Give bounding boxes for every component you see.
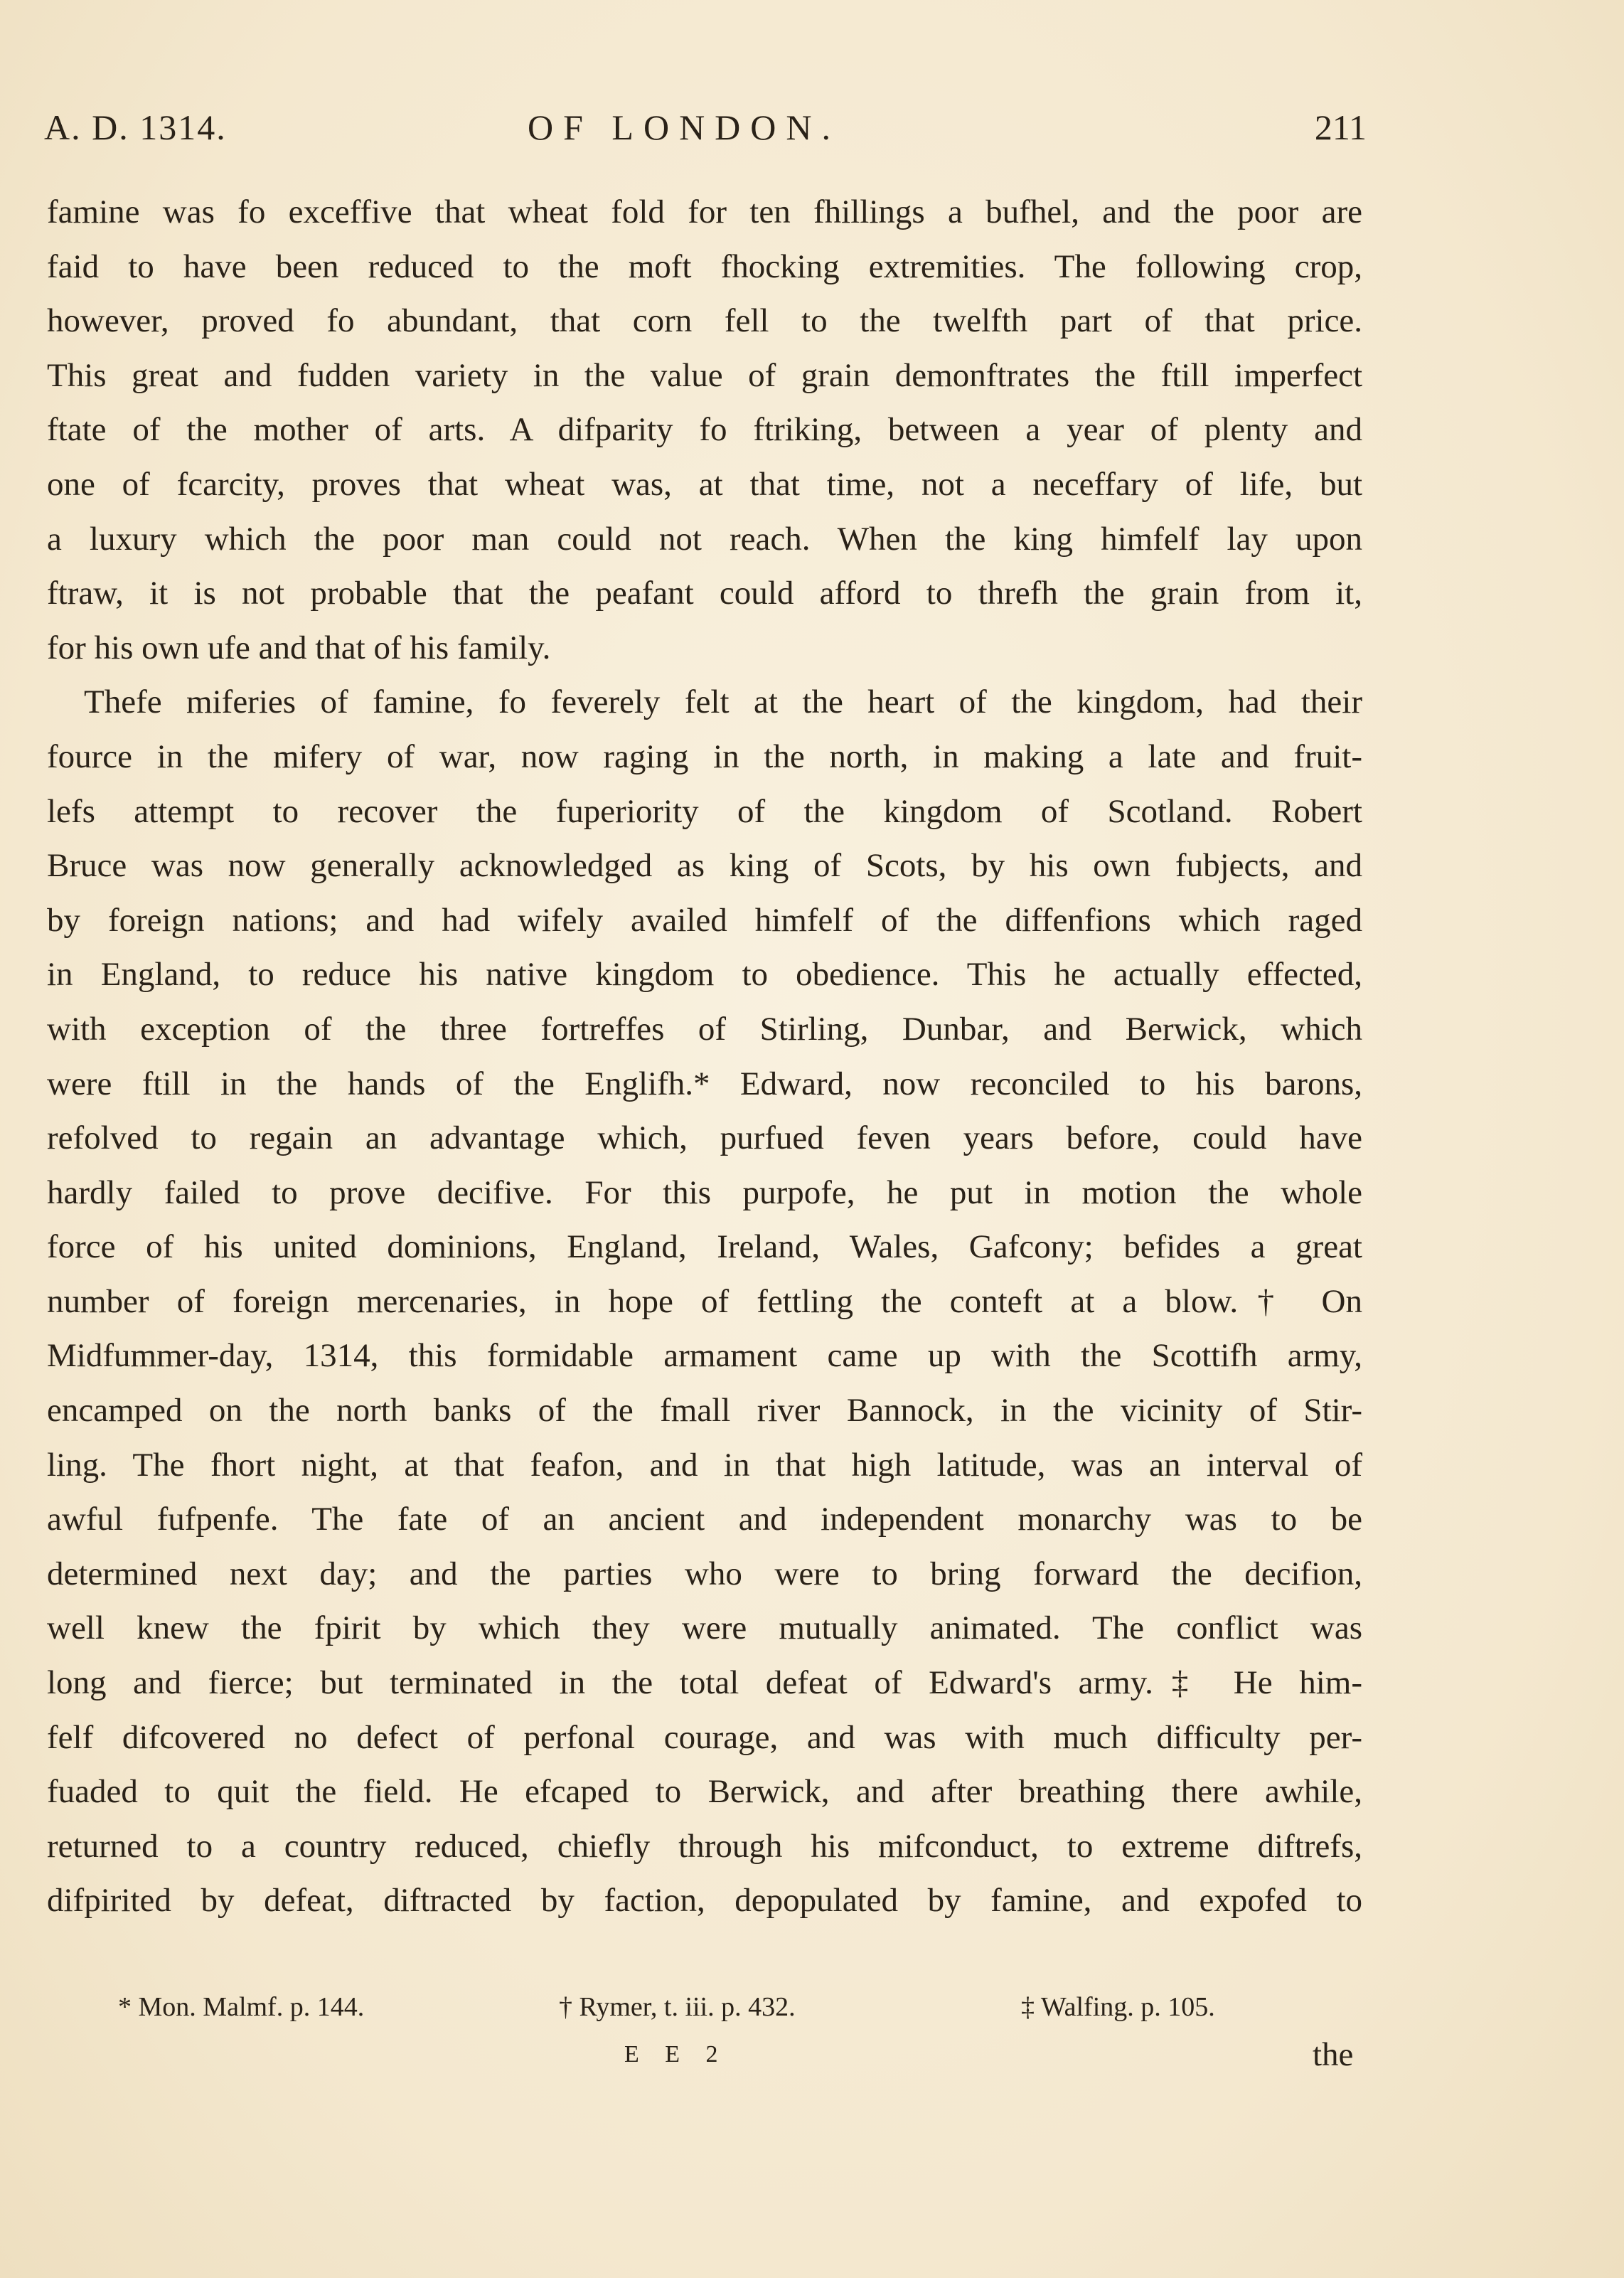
text-line: with exception of the three fortreffes of Stirling, Dunbar, and Berwick, which: [47, 1010, 1362, 1048]
paragraph-2: [47, 675, 1362, 1928]
text-line: Midfummer-day, 1314, this formidable armament came up with the Scottifh army,: [47, 1337, 1362, 1375]
paragraph-1: [47, 185, 1362, 675]
running-head-date: A. D. 1314.: [44, 107, 227, 147]
text-line: a luxury which the poor man could not reach. When the king himfelf lay upon: [47, 520, 1362, 558]
text-line: number of foreign mercenaries, in hope of fettling the conteft at a blow.† On: [47, 1282, 1362, 1320]
text-line: for his own ufe and that of his family.: [47, 629, 551, 666]
text-line: felf difcovered no defect of perfonal courage, and was with much difficulty per-: [47, 1718, 1362, 1756]
text-line: determined next day; and the parties who were to bring forward the decifion,: [47, 1555, 1362, 1592]
text-line: in England, to reduce his native kingdom to obedience. This he actually effected,: [47, 956, 1362, 994]
text-line: well knew the fpirit by which they were mutually animated. The conflict was: [47, 1609, 1362, 1647]
text-line: were ftill in the hands of the Englifh.* Edward, now reconciled to his barons,: [47, 1065, 1362, 1102]
text-line: Thefe miferies of famine, fo feverely felt at the heart of the kingdom, had their: [84, 683, 1362, 721]
body-text: [47, 185, 1362, 1928]
text-line: lefs attempt to recover the fuperiority of the kingdom of Scotland. Robert: [47, 792, 1362, 830]
text-line: fuaded to quit the field. He efcaped to Berwick, and after breathing there awhile,: [47, 1773, 1362, 1811]
text-line: refolved to regain an advantage which, purfued feven years before, could have: [47, 1119, 1362, 1157]
text-line: long and fierce; but terminated in the total defeat of Edward's army.‡ He him-: [47, 1664, 1362, 1702]
footnote-3: ‡ Walfing. p. 105.: [1021, 1992, 1215, 2022]
signature-mark: E E 2: [624, 2041, 728, 2067]
text-line: fource in the mifery of war, now raging in the north, in making a late and fruit-: [47, 738, 1362, 775]
footnote-2: † Rymer, t. iii. p. 432.: [559, 1992, 796, 2022]
text-line: hardly failed to prove decifive. For this purpofe, he put in motion the whole: [47, 1173, 1362, 1211]
text-line: awful fufpenfe. The fate of an ancient and independent monarchy was to be: [47, 1501, 1362, 1538]
text-line: difpirited by defeat, diftracted by faction, depopulated by famine, and expofed to: [47, 1882, 1362, 1920]
footnotes: [118, 1991, 1291, 2041]
catchword: the: [1313, 2036, 1354, 2073]
text-line: ling. The fhort night, at that feafon, and in that high latitude, was an interval of: [47, 1446, 1362, 1484]
text-line: ftraw, it is not probable that the peafant could afford to threfh the grain from it,: [47, 575, 1362, 612]
running-head-title: OF LONDON.: [528, 107, 840, 147]
text-line: returned to a country reduced, chiefly through his mifconduct, to extreme diftrefs,: [47, 1827, 1362, 1865]
text-line: one of fcarcity, proves that wheat was, at that time, not a neceffary of life, but: [47, 465, 1362, 503]
text-line: ftate of the mother of arts. A difparity fo ftriking, between a year of plenty and: [47, 411, 1362, 449]
text-line: encamped on the north banks of the fmall river Bannock, in the vicinity of Stir-: [47, 1392, 1362, 1430]
running-head: [44, 107, 1367, 164]
text-line: faid to have been reduced to the moft fhocking extremities. The following crop,: [47, 248, 1362, 285]
page-number: 211: [1314, 107, 1367, 147]
text-line: famine was fo exceffive that wheat fold for ten fhillings a bufhel, and the poor are: [47, 193, 1362, 230]
text-line: This great and fudden variety in the value of grain demonftrates the ftill imperfect: [47, 356, 1362, 394]
text-line: Bruce was now generally acknowledged as king of Scots, by his own fubjects, and: [47, 847, 1362, 885]
text-line: force of his united dominions, England, Ireland, Wales, Gafcony; befides a great: [47, 1228, 1362, 1266]
text-line: however, proved fo abundant, that corn fell to the twelfth part of that price.: [47, 302, 1362, 340]
text-line: by foreign nations; and had wifely availed himfelf of the diffenfions which raged: [47, 901, 1362, 939]
footnote-1: * Mon. Malmf. p. 144.: [118, 1992, 365, 2022]
